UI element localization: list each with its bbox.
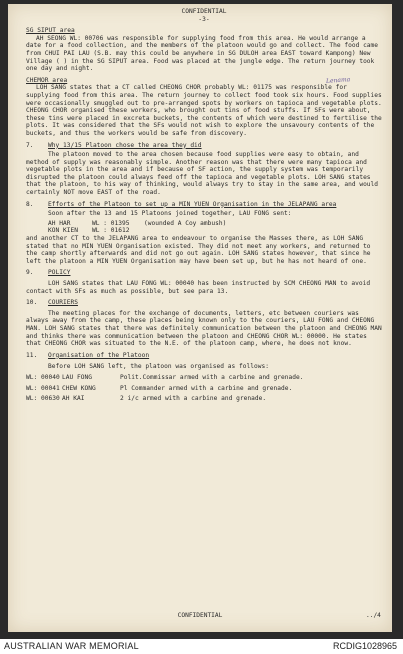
person-row (48, 227, 382, 235)
section-heading: SG SIPUT area (26, 27, 75, 35)
classification-header: CONFIDENTIAL (181, 8, 227, 15)
member-row (26, 374, 382, 382)
section-11 (26, 352, 382, 403)
person-wl: WL : 01612 (92, 227, 130, 235)
document-body (26, 8, 382, 403)
member-row (26, 385, 382, 393)
section-heading: Why 13/15 Platoon chose the area they did (48, 141, 202, 149)
person-wl: WL : 01395 (92, 219, 130, 227)
person-name: KON KIEN (48, 227, 78, 235)
section-body: LOH SANG states that a CT called CHEONG CHOR probably WL: 01175 was responsible for supplying food from this area. The return journey to collect food took six hours. Food supplies were occasionally smuggled out to pre-arranged spots by workers on tapioca and vegetable plots. CHEONG CHOR organised these workers, who brought out tins of food stuffs. If SFs were about, these tins were placed in excreta buckets, the contents of which were destined to fertilise the plots. It was considered that the SFs would not wish to explore the unsavoury contents of the buckets, and thus the workers would be safe from discovery. (26, 84, 382, 137)
section-number: 8. (26, 200, 34, 208)
member-role: 2 i/c armed with a carbine and grenade. (120, 395, 267, 403)
section-heading: Organisation of the Platoon (48, 351, 150, 359)
member-row (26, 395, 382, 403)
section-number: 11. (26, 351, 38, 359)
classification-footer: CONFIDENTIAL (177, 612, 223, 619)
section-heading: Efforts of the Platoon to set up a MIN YUEN Organisation in the JELAPANG area (48, 200, 337, 208)
member-name: LAU FONG (62, 373, 92, 381)
section-chemor (26, 77, 382, 138)
member-list (26, 374, 382, 403)
section-body: The meeting places for the exchange of documents, letters, etc between couriers was always away from the camp, these places being known only to the couriers, LAU FONG and CHEONG MAN. LOH SANG states that there was definitely communication between the platoon and CHEONG MAN and thinks there was communication between the platoon and CHEONG CHOR WL: 00000. He states that CHEONG CHOR was situated to the N.E. of the platoon camp, where, he does not know. (26, 309, 382, 348)
member-name: CHEW KONG (62, 384, 96, 392)
page-marker: -3- (198, 15, 210, 23)
section-heading: CHEMOR area (26, 76, 68, 84)
member-wl: WL: 00041 (26, 384, 60, 392)
reference-id: RCDIG1028965 (332, 641, 397, 651)
section-8 (26, 201, 382, 266)
section-intro: Soon after the 13 and 15 Platoons joined together, LAU FONG sent: (48, 210, 292, 218)
member-name: AH KAI (62, 395, 85, 403)
people-list (26, 220, 382, 235)
section-number: 7. (26, 141, 34, 149)
member-role: Pl Commander armed with a carbine and grenade. (120, 384, 293, 392)
person-name: AH HAR (48, 219, 71, 227)
section-body: and another CT to the JELAPANG area to endeavour to organise the Masses there, as LOH SANG stated that no MIN YUEN Organisation existed. They did not meet any workers, and returned to the camp shortly afterwards and did not go out again. LOH SANG states however, that since he left the platoon a MIN YUEN Organisation may have been set up, but he has not heard of one. (26, 235, 371, 265)
person-row (48, 220, 382, 228)
section-number: 9. (26, 269, 34, 277)
section-heading: COURIERS (48, 299, 78, 307)
section-intro: Before LOH SANG left, the platoon was organised as follows: (48, 363, 269, 371)
archive-caption-bar (0, 639, 403, 654)
section-number: 10. (26, 299, 38, 307)
section-sg-siput (26, 27, 382, 73)
section-10 (26, 299, 382, 348)
member-role: Polit.Commissar armed with a carbine and grenade. (120, 373, 304, 381)
handwritten-annotation: Lenama (325, 76, 351, 85)
section-body: AH SEONG WL: 00706 was responsible for supplying food from this area. He would arrange a date for a food collection, and the members of the platoon would go and collect. The food came from CHUI PAI LAU (S.B. may this could be anywhere in SG DULOH area EAST toward Kampong) New Village ( ) in the SG SIPUT area. Food was placed at the jungle edge. The return journey took one day and night. (26, 34, 379, 73)
member-wl: WL: 00630 (26, 395, 60, 403)
section-7 (26, 142, 382, 197)
document-page (8, 4, 392, 632)
section-body: The platoon moved to the area chosen because food supplies were easy to obtain, and method of supply was reasonably simple. Another reason was that there were many tapioca and vegetable plots in the area and if because of SF action, the supply system was temporarily disrupted the platoon could always feed off the tapioca and vegetable plots. LOH SANG states that the platoon, to his way of thinking, would always try to stay in the same area, and would certainly NOT move EAST of the road. (26, 151, 379, 197)
section-9 (26, 269, 382, 295)
section-body: LOH SANG states that LAU FONG WL: 00040 has been instructed by SCM CHEONG MAN to avoid contact with SFs as much as possible, but see para 13. (26, 280, 371, 295)
institution-label: AUSTRALIAN WAR MEMORIAL (4, 641, 139, 651)
section-heading: POLICY (48, 269, 71, 277)
member-wl: WL: 00040 (26, 373, 60, 381)
continuation-marker: ../4 (366, 612, 381, 619)
person-note: (wounded A Coy ambush) (144, 219, 227, 227)
